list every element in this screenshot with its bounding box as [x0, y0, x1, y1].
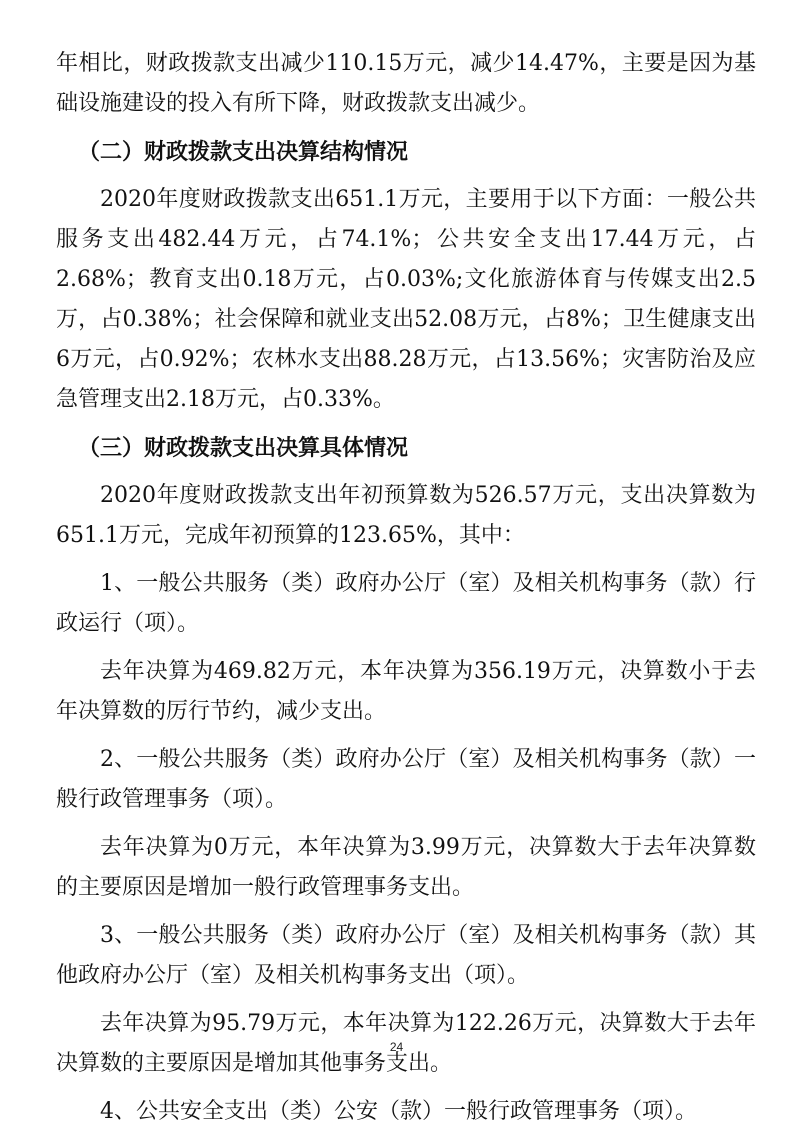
paragraph: 去年决算为0万元，本年决算为3.99万元，决算数大于去年决算数的主要原因是增加一般行政管理事务支出。	[56, 835, 756, 900]
section-heading: （二）财政拨款支出决算结构情况	[78, 139, 409, 165]
paragraph: 年相比，财政拨款支出减少110.15万元，减少14.47%，主要是因为基础设施建设的投入有所下降，财政拨款支出减少。	[56, 51, 756, 116]
paragraph: 2020年度财政拨款支出651.1万元，主要用于以下方面：一般公共服务支出482.44万元，占74.1%；公共安全支出17.44万元，占2.68%；教育支出0.18万元，占0.03%;文化旅游体育与传媒支出2.5万，占0.38%；社会保障和就业支出52.08万元，占8%；卫生健康支出6万元，占0.92%；农林水支出88.28万元，占13.56%；灾害防治及应急管理支出2.18万元，占0.33%。	[56, 187, 756, 412]
page-number: 24	[389, 1040, 404, 1054]
list-item: 1、一般公共服务（类）政府办公厅（室）及相关机构事务（款）行政运行（项）。	[56, 571, 756, 636]
list-item: 4、公共安全支出（类）公安（款）一般行政管理事务（项）。	[100, 1099, 697, 1124]
document-body	[56, 44, 756, 1140]
list-item: 3、一般公共服务（类）政府办公厅（室）及相关机构事务（款）其他政府办公厅（室）及相关机构事务支出（项）。	[56, 923, 756, 988]
paragraph: 去年决算为95.79万元，本年决算为122.26万元，决算数大于去年决算数的主要原因是增加其他事务支出。	[56, 1011, 756, 1076]
paragraph: 去年决算为469.82万元，本年决算为356.19万元，决算数小于去年决算数的厉行节约，减少支出。	[56, 659, 756, 724]
list-item: 2、一般公共服务（类）政府办公厅（室）及相关机构事务（款）一般行政管理事务（项）。	[56, 747, 756, 812]
section-heading: （三）财政拨款支出决算具体情况	[78, 435, 409, 461]
paragraph: 2020年度财政拨款支出年初预算数为526.57万元，支出决算数为651.1万元，完成年初预算的123.65%，其中：	[56, 483, 756, 548]
